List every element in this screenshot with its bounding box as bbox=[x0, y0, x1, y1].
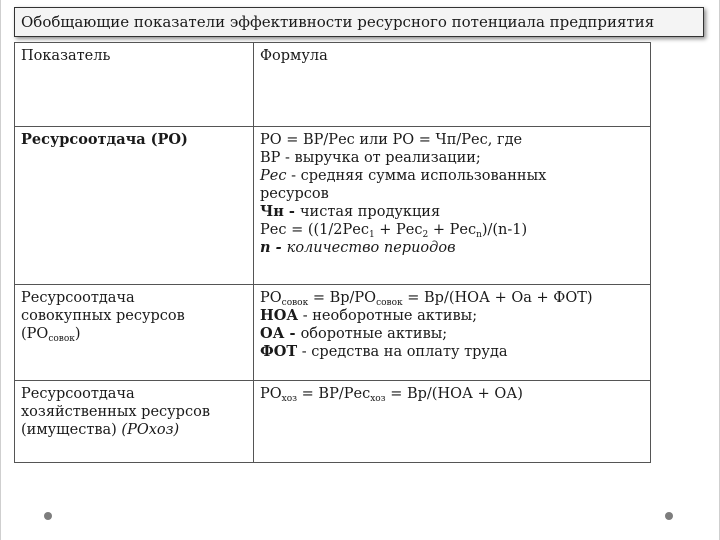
slide-title: Обобщающие показатели эффективности ресурсного потенциала предприятия bbox=[14, 7, 704, 37]
table-header-row bbox=[15, 43, 651, 127]
decorative-dot-right bbox=[665, 512, 673, 520]
row3-formula: $РО_{хоз} = ВР/Рес_{хоз} = Вр/(НОА + ОА)$ bbox=[260, 386, 523, 404]
table-row bbox=[15, 127, 651, 285]
header-indicator: Показатель bbox=[15, 43, 254, 127]
row1-res-definition-cont: ресурсов bbox=[260, 186, 329, 202]
header-formula: Формула bbox=[254, 43, 651, 127]
row2-noa-definition: НОА - необоротные активы; bbox=[260, 307, 478, 324]
indicators-table bbox=[14, 42, 651, 463]
row1-average-formula: Рес = ((1/2Рес$_1$ + Рес$_2$ + Рес$_n$)/(n-1) bbox=[260, 222, 528, 240]
row1-formula-cell bbox=[254, 127, 651, 285]
decorative-dot-left bbox=[44, 512, 52, 520]
row2-fot-definition: ФОТ - средства на оплату труда bbox=[260, 343, 508, 360]
table-row bbox=[15, 285, 651, 381]
row1-formula: РО = ВР/Рес или РО = Чп/Рес, где bbox=[260, 132, 523, 148]
table-row bbox=[15, 381, 651, 463]
row2-formula-cell bbox=[254, 285, 651, 381]
row2-oa-definition: ОА - оборотные активы; bbox=[260, 325, 448, 342]
row1-res-definition: Рес - средняя сумма использованных bbox=[260, 168, 547, 184]
row2-indicator: Ресурсоотдача совокупных ресурсов $(РО_{совок})$ bbox=[15, 285, 254, 381]
row1-name: Ресурсоотдача (РО) bbox=[21, 131, 188, 148]
row3-formula-cell bbox=[254, 381, 651, 463]
row1-chn-definition: Чн - чистая продукция bbox=[260, 203, 441, 220]
row1-vr-definition: ВР - выручка от реализации; bbox=[260, 150, 481, 166]
row3-indicator: Ресурсоотдача хозяйственных ресурсов (имущества) (РОхоз) bbox=[15, 381, 254, 463]
row2-formula: $РО_{совок} = Вр/РО_{совок} = Вр/(НОА$ + Оа + ФОТ) bbox=[260, 290, 593, 308]
row1-n-definition: n - количество периодов bbox=[260, 239, 456, 256]
row1-indicator bbox=[15, 127, 254, 285]
